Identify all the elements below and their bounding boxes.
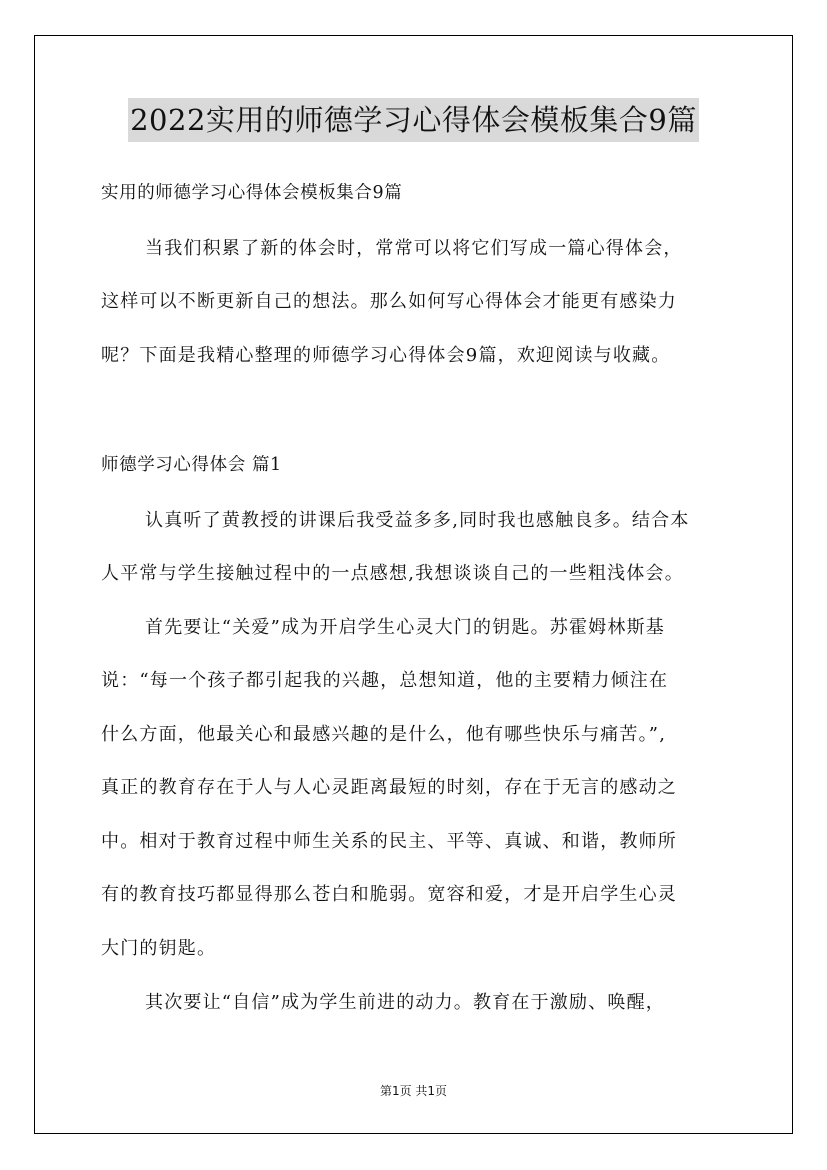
page-footer: 第1页 共1页 xyxy=(379,1084,448,1098)
body-line-1: 认真听了黄教授的讲课后我受益多多,同时我也感触良多。结合本 xyxy=(145,510,690,531)
body-line-7: 中。相对于教育过程中师生关系的民主、平等、真诚、和谐，教师所 xyxy=(101,831,677,852)
title-container xyxy=(0,98,827,142)
document-subtitle: 实用的师德学习心得体会模板集合9篇 xyxy=(101,183,403,203)
body-line-6: 真正的教育存在于人与人心灵距离最短的时刻，存在于无言的感动之 xyxy=(101,777,677,798)
body-line-2: 人平常与学生接触过程中的一点感想,我想谈谈自己的一些粗浅体会。 xyxy=(101,563,684,584)
body-line-10: 其次要让“自信”成为学生前进的动力。教育在于激励、唤醒， xyxy=(145,992,666,1013)
document-title: 2022实用的师德学习心得体会模板集合9篇 xyxy=(128,98,699,142)
section-heading: 师德学习心得体会 篇1 xyxy=(101,455,282,475)
body-line-3: 首先要让“关爱”成为开启学生心灵大门的钥匙。苏霍姆林斯基 xyxy=(145,617,666,638)
body-line-8: 有的教育技巧都显得那么苍白和脆弱。宽容和爱，才是开启学生心灵 xyxy=(101,884,677,905)
intro-line-2: 这样可以不断更新自己的想法。那么如何写心得体会才能更有感染力 xyxy=(101,291,677,312)
intro-line-1: 当我们积累了新的体会时，常常可以将它们写成一篇心得体会， xyxy=(145,238,683,259)
body-line-9: 大门的钥匙。 xyxy=(101,938,217,959)
body-line-4: 说：“每一个孩子都引起我的兴趣，总想知道，他的主要精力倾注在 xyxy=(101,670,669,691)
body-line-5: 什么方面，他最关心和最感兴趣的是什么，他有哪些快乐与痛苦。”, xyxy=(101,724,667,745)
intro-line-3: 呢？下面是我精心整理的师德学习心得体会9篇，欢迎阅读与收藏。 xyxy=(101,345,671,366)
